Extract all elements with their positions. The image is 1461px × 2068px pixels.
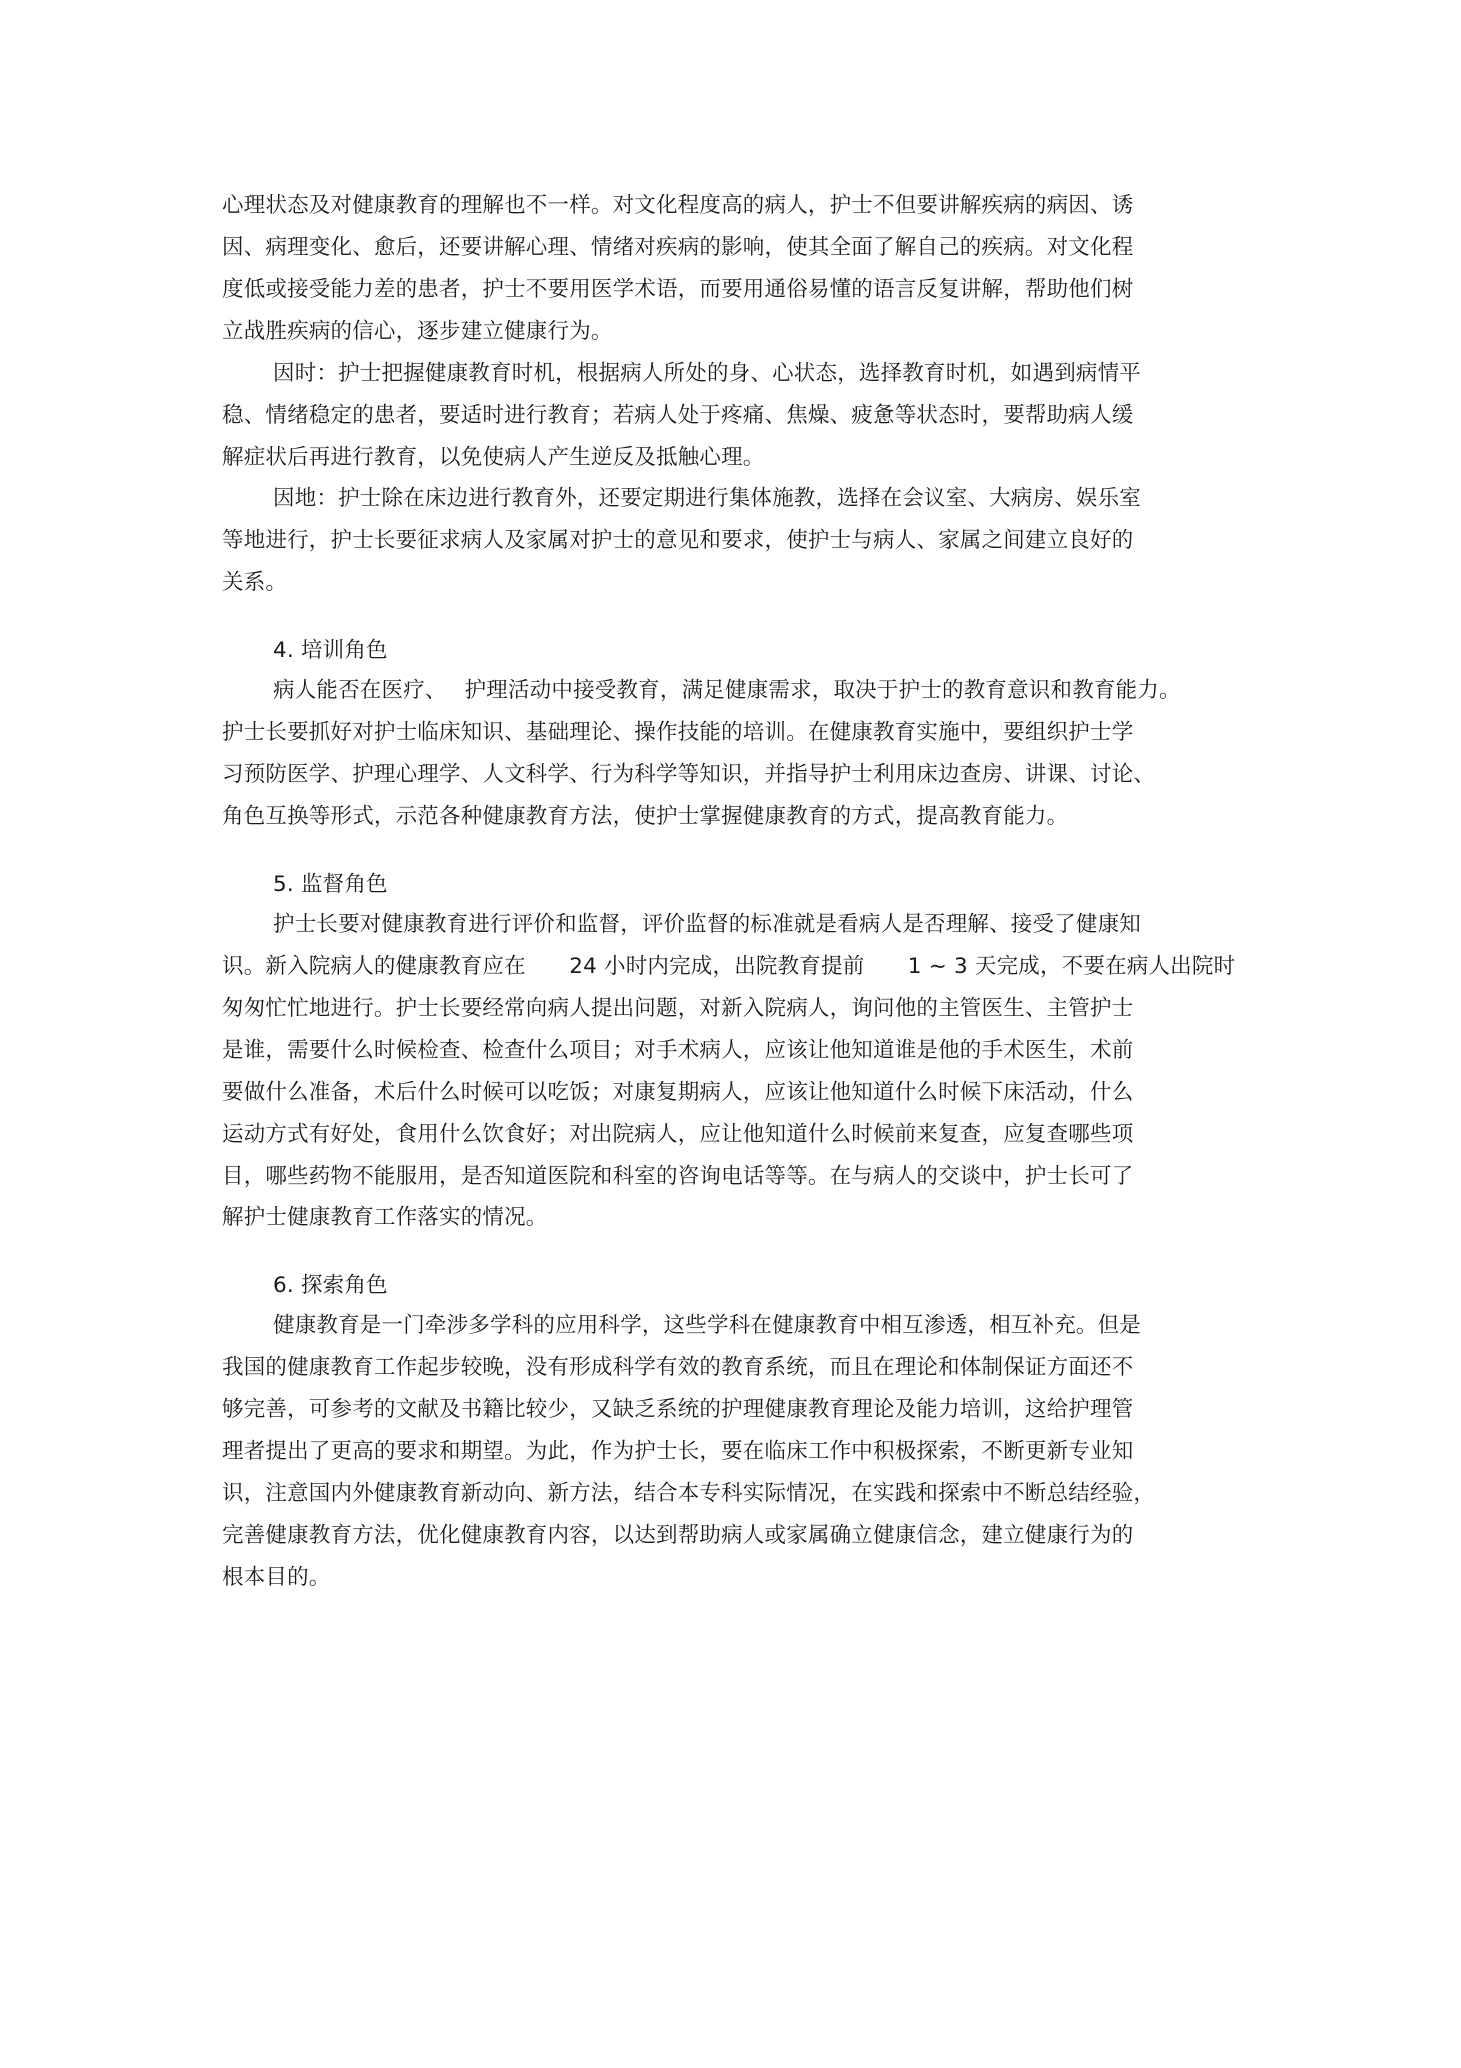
text-line: 识，注意国内外健康教育新动向、新方法，结合本专科实际情况，在实践和探索中不断总结经验， [222,1481,1156,1506]
text-line: 等地进行，护士长要征求病人及家属对护士的意见和要求，使护士与病人、家属之间建立良好的 [222,528,1134,553]
text-line: 护士长要抓好对护士临床知识、基础理论、操作技能的培训。在健康教育实施中，要组织护士学 [222,720,1134,745]
text-line: 稳、情绪稳定的患者，要适时进行教育；若病人处于疼痛、焦燥、疲惫等状态时，要帮助病人缓 [222,403,1134,428]
text-line: 我国的健康教育工作起步较晚，没有形成科学有效的教育系统，而且在理论和体制保证方面还不 [222,1355,1134,1380]
text-line: 理者提出了更高的要求和期望。为此，作为护士长，要在临床工作中积极探索，不断更新专业知 [222,1439,1134,1464]
text-line: 解症状后再进行教育，以免使病人产生逆反及抵触心理。 [222,445,765,470]
text-line: 运动方式有好处，食用什么饮食好；对出院病人，应让他知道什么时候前来复查，应复查哪些项 [222,1122,1134,1147]
text-line: 解护士健康教育工作落实的情况。 [222,1205,548,1230]
text-line: 匆匆忙忙地进行。护士长要经常向病人提出问题，对新入院病人，询问他的主管医生、主管护士 [222,996,1134,1021]
section-heading: 4. 培训角色 [273,638,388,663]
text-line: 习预防医学、护理心理学、人文科学、行为科学等知识，并指导护士利用床边查房、讲课、讨论、 [222,762,1156,787]
text-line: 因时：护士把握健康教育时机，根据病人所处的身、心状态，选择教育时机，如遇到病情平 [273,361,1142,386]
text-line: 要做什么准备，术后什么时候可以吃饭；对康复期病人，应该让他知道什么时候下床活动，什么 [222,1080,1134,1105]
text-line: 够完善，可参考的文献及书籍比较少，又缺乏系统的护理健康教育理论及能力培训，这给护理管 [222,1397,1134,1422]
text-line: 立战胜疾病的信心，逐步建立健康行为。 [222,319,613,344]
text-line: 病人能否在医疗、 护理活动中接受教育，满足健康需求，取决于护士的教育意识和教育能力。 [273,678,1181,703]
text-line: 护士长要对健康教育进行评价和监督，评价监督的标准就是看病人是否理解、接受了健康知 [273,912,1142,937]
text-line: 根本目的。 [222,1565,331,1590]
text-line: 度低或接受能力差的患者，护士不要用医学术语，而要用通俗易懂的语言反复讲解，帮助他们树 [222,277,1134,302]
section-heading: 6. 探索角色 [273,1273,388,1298]
text-line: 因地：护士除在床边进行教育外，还要定期进行集体施教，选择在会议室、大病房、娱乐室 [273,486,1142,511]
text-line: 是谁，需要什么时候检查、检查什么项目；对手术病人，应该让他知道谁是他的手术医生，术前 [222,1038,1134,1063]
section-heading: 5. 监督角色 [273,872,388,897]
text-line: 角色互换等形式，示范各种健康教育方法，使护士掌握健康教育的方式，提高教育能力。 [222,804,1069,829]
text-line: 健康教育是一门牵涉多学科的应用科学，这些学科在健康教育中相互渗透，相互补充。但是 [273,1313,1142,1338]
text-line: 心理状态及对健康教育的理解也不一样。对文化程度高的病人，护士不但要讲解疾病的病因、诱 [222,193,1134,218]
text-line: 因、病理变化、愈后，还要讲解心理、情绪对疾病的影响，使其全面了解自己的疾病。对文化程 [222,235,1134,260]
text-line: 目，哪些药物不能服用，是否知道医院和科室的咨询电话等等。在与病人的交谈中，护士长可了 [222,1164,1134,1189]
text-line: 识。新入院病人的健康教育应在 24 小时内完成，出院教育提前 1 ~ 3 天完成，不要在病人出院时 [222,954,1236,979]
text-line: 完善健康教育方法，优化健康教育内容，以达到帮助病人或家属确立健康信念，建立健康行为的 [222,1523,1134,1548]
text-line: 关系。 [222,570,288,595]
